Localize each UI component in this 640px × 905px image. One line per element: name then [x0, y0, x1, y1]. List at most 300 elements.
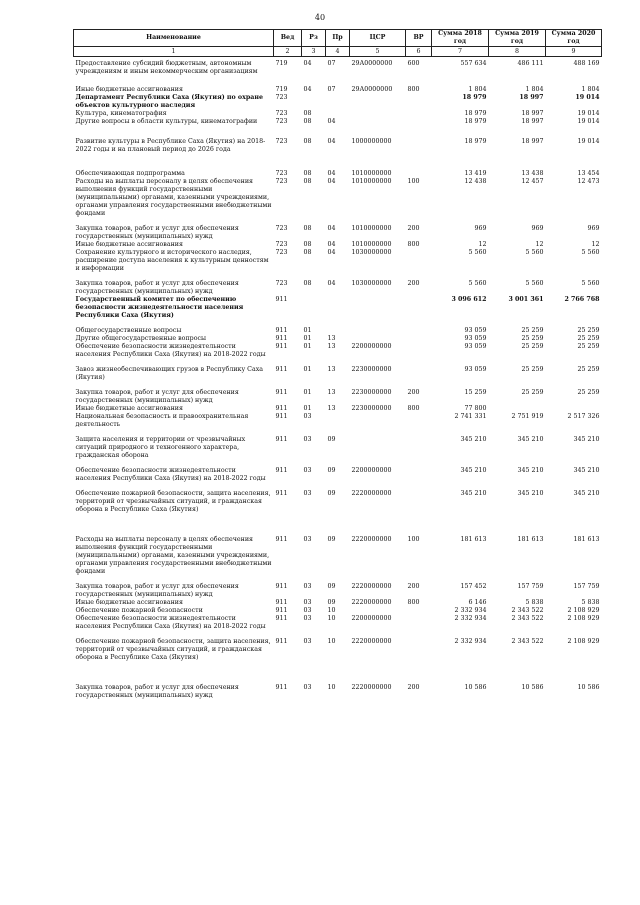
- row-name: Обеспечение пожарной безопасности: [75, 607, 203, 614]
- row-rz: 01: [303, 389, 312, 396]
- table-row: [74, 76, 602, 94]
- row-sum-2018: 157 452: [460, 583, 487, 590]
- row-csr: [350, 413, 406, 429]
- row-csr: 1010000000: [351, 225, 392, 232]
- row-pr: 07: [327, 60, 336, 67]
- row-name: Закупка товаров, работ и услуг для обеспечения государственных (муниципальных) нужд: [75, 225, 239, 240]
- row-pr: 04: [327, 249, 336, 256]
- row-ved: 911: [275, 684, 288, 691]
- row-sum-2019: 18 997: [521, 118, 544, 125]
- header-rz: Рз: [302, 30, 326, 47]
- row-sum-2020: 2 108 929: [567, 607, 600, 614]
- row-csr: 2220000000: [351, 583, 392, 590]
- row-sum-2019: 25 259: [521, 343, 544, 350]
- row-sum-2020: 181 613: [573, 536, 600, 543]
- row-ved: 723: [275, 225, 288, 232]
- row-name: Развитие культуры в Республике Саха (Якутия) на 2018-2022 годы и на плановый период до 2026 года: [75, 138, 266, 153]
- row-pr: 04: [327, 118, 336, 125]
- row-sum-2018: 2 332 934: [454, 638, 487, 645]
- row-vr: [406, 118, 432, 126]
- row-name: Завоз жизнеобеспечивающих грузов в Республику Саха (Якутия): [75, 366, 264, 381]
- row-vr: [406, 429, 432, 460]
- row-ved: 911: [275, 490, 288, 497]
- row-pr: 09: [327, 467, 336, 474]
- table-row: [74, 178, 602, 218]
- row-sum-2018: 181 613: [460, 536, 487, 543]
- row-name: Закупка товаров, работ и услуг для обеспечения государственных (муниципальных) нужд: [75, 389, 239, 404]
- row-sum-2019: 13 438: [521, 170, 544, 177]
- row-rz: 01: [303, 366, 312, 373]
- table-body: [74, 57, 602, 701]
- row-sum-2019: 2 751 919: [511, 413, 544, 420]
- row-sum-2018: 5 560: [468, 280, 487, 287]
- row-name: Иные бюджетные ассигнования: [75, 599, 183, 606]
- row-rz: 08: [303, 280, 312, 287]
- row-vr: 100: [407, 178, 420, 185]
- row-sum-2018: 77 800: [464, 405, 487, 412]
- row-sum-2019: 3 001 361: [508, 296, 544, 303]
- row-vr: [406, 249, 432, 273]
- row-rz: 08: [303, 178, 312, 185]
- row-name: Обеспечение безопасности жизнедеятельности населения Республики Саха (Якутия) на 2018-2022 годы: [75, 615, 266, 630]
- row-ved: 723: [275, 249, 288, 256]
- table-row: [74, 343, 602, 359]
- row-sum-2019: 5 560: [525, 280, 544, 287]
- row-name: Обеспечение пожарной безопасности, защита населения, территорий от чрезвычайных ситуаций, и гражданская оборона в Республике Саха (Якутия): [75, 490, 271, 513]
- row-csr: 1010000000: [351, 178, 392, 185]
- row-vr: [406, 343, 432, 359]
- row-sum-2018: 6 146: [468, 599, 487, 606]
- row-vr: [406, 320, 432, 335]
- row-sum-2020: 969: [587, 225, 600, 232]
- column-number: 5: [350, 47, 406, 57]
- row-sum-2020: 345 210: [573, 490, 600, 497]
- row-ved: 723: [275, 178, 288, 185]
- row-name: Защита населения и территории от чрезвычайных ситуаций природного и техногенного характера, гражданская оборона: [75, 436, 246, 459]
- row-ved: 723: [275, 118, 288, 125]
- row-sum-2019: 969: [531, 225, 544, 232]
- row-sum-2020: 488 169: [573, 60, 600, 67]
- row-ved: 911: [275, 335, 288, 342]
- row-csr: 29А0000000: [351, 86, 393, 93]
- row-rz: 03: [303, 638, 312, 645]
- row-vr: [406, 460, 432, 483]
- row-rz: 01: [303, 343, 312, 350]
- row-sum-2019: [489, 405, 546, 413]
- row-ved: 911: [275, 366, 288, 373]
- row-name: Закупка товаров, работ и услуг для обеспечения государственных (муниципальных) нужд: [75, 684, 239, 699]
- row-sum-2020: 25 259: [577, 366, 600, 373]
- row-vr: [406, 359, 432, 382]
- row-sum-2020: 345 210: [573, 467, 600, 474]
- row-pr: 13: [327, 366, 336, 373]
- row-pr: 07: [327, 86, 336, 93]
- row-sum-2019: 2 343 522: [511, 638, 544, 645]
- row-vr: 800: [407, 86, 420, 93]
- row-pr: 09: [327, 599, 336, 606]
- row-sum-2020: 12 473: [577, 178, 600, 185]
- row-sum-2018: 345 210: [460, 467, 487, 474]
- table-row: [74, 483, 602, 514]
- row-name: Предоставление субсидий бюджетным, автономным учреждениям и иным некоммерческим организациям: [75, 60, 258, 75]
- row-pr: [326, 413, 350, 429]
- row-sum-2019: 25 259: [521, 327, 544, 334]
- row-sum-2020: 25 259: [577, 335, 600, 342]
- row-rz: [302, 296, 326, 320]
- row-csr: 29А0000000: [351, 60, 393, 67]
- row-csr: 2220000000: [351, 638, 392, 645]
- row-rz: 08: [303, 241, 312, 248]
- row-vr: [406, 94, 432, 110]
- row-rz: [302, 94, 326, 110]
- row-sum-2019: 12 457: [521, 178, 544, 185]
- table-row: [74, 514, 602, 576]
- row-name: Обеспечивающая подпрограмма: [75, 170, 185, 177]
- row-csr: 2230000000: [351, 389, 392, 396]
- row-name: Общегосударственные вопросы: [75, 327, 182, 334]
- row-vr: [406, 607, 432, 615]
- table-row: [74, 296, 602, 320]
- row-name: Другие общегосударственные вопросы: [75, 335, 207, 342]
- row-sum-2019: 12: [535, 241, 544, 248]
- row-name: Департамент Республики Саха (Якутия) по охране объектов культурного наследия: [75, 94, 263, 109]
- row-ved: 723: [275, 170, 288, 177]
- row-sum-2019: 25 259: [521, 366, 544, 373]
- row-csr: 2230000000: [351, 405, 392, 412]
- row-name: Обеспечение безопасности жизнедеятельности населения Республики Саха (Якутия) на 2018-2022 годы: [75, 343, 266, 358]
- row-vr: [406, 413, 432, 429]
- column-number-row: [74, 47, 602, 57]
- row-name: Расходы на выплаты персоналу в целях обеспечения выполнения функций государственными (муниципальными) органами, казенными учреждениями, органами управления государственными внебюджетными фондами: [75, 536, 272, 575]
- row-name: Иные бюджетные ассигнования: [75, 86, 183, 93]
- table-row: [74, 218, 602, 241]
- row-csr: 2220000000: [351, 536, 392, 543]
- row-sum-2020: 19 014: [575, 94, 600, 101]
- row-vr: [406, 631, 432, 662]
- row-rz: 03: [303, 615, 312, 622]
- row-ved: 911: [275, 327, 288, 334]
- row-rz: 03: [303, 490, 312, 497]
- row-sum-2019: 181 613: [517, 536, 544, 543]
- row-sum-2019: 18 997: [521, 138, 544, 145]
- row-rz: 08: [303, 118, 312, 125]
- row-sum-2020: [546, 405, 602, 413]
- row-ved: 911: [275, 615, 288, 622]
- row-vr: 800: [407, 599, 420, 606]
- header-name: Наименование: [74, 30, 274, 47]
- row-sum-2018: 10 586: [464, 684, 487, 691]
- row-pr: 13: [327, 405, 336, 412]
- row-sum-2020: 19 014: [577, 110, 600, 117]
- row-sum-2020: 157 759: [573, 583, 600, 590]
- table-row: [74, 429, 602, 460]
- row-vr: 600: [407, 60, 420, 67]
- row-name: Закупка товаров, работ и услуг для обеспечения государственных (муниципальных) нужд: [75, 280, 239, 295]
- header-vr: ВР: [406, 30, 432, 47]
- row-ved: 911: [275, 343, 288, 350]
- row-csr: 2230000000: [351, 366, 392, 373]
- header-sum-2020: Сумма 2020 год: [546, 30, 602, 47]
- row-ved: 723: [275, 110, 288, 117]
- row-rz: 01: [303, 335, 312, 342]
- row-pr: 10: [327, 607, 336, 614]
- row-vr: 800: [407, 241, 420, 248]
- row-sum-2018: 3 096 612: [451, 296, 487, 303]
- row-ved: 911: [275, 583, 288, 590]
- row-ved: 911: [275, 607, 288, 614]
- table-row: [74, 413, 602, 429]
- table-header-row: [74, 30, 602, 47]
- row-rz: 08: [303, 249, 312, 256]
- row-sum-2020: 345 210: [573, 436, 600, 443]
- row-pr: 09: [327, 490, 336, 497]
- row-ved: 719: [275, 86, 288, 93]
- row-sum-2020: 5 838: [581, 599, 600, 606]
- row-sum-2018: 2 332 934: [454, 615, 487, 622]
- row-sum-2019: 345 210: [517, 490, 544, 497]
- row-pr: 10: [327, 638, 336, 645]
- row-vr: [406, 335, 432, 343]
- row-sum-2020: 2 108 929: [567, 615, 600, 622]
- row-sum-2019: 157 759: [517, 583, 544, 590]
- row-sum-2020: 10 586: [577, 684, 600, 691]
- row-vr: [406, 126, 432, 154]
- row-sum-2018: 18 979: [464, 118, 487, 125]
- column-number: 6: [406, 47, 432, 57]
- table-row: [74, 607, 602, 615]
- row-csr: [350, 607, 406, 615]
- row-ved: 911: [275, 536, 288, 543]
- row-vr: [406, 615, 432, 631]
- row-sum-2019: 2 343 522: [511, 615, 544, 622]
- row-ved: 723: [275, 241, 288, 248]
- row-rz: 03: [303, 583, 312, 590]
- row-vr: 200: [407, 684, 420, 691]
- row-rz: 03: [303, 607, 312, 614]
- row-vr: 800: [407, 405, 420, 412]
- row-rz: 08: [303, 138, 312, 145]
- row-pr: 09: [327, 536, 336, 543]
- table-row: [74, 126, 602, 154]
- row-vr: [406, 296, 432, 320]
- table-row: [74, 359, 602, 382]
- row-rz: 03: [303, 436, 312, 443]
- page-number: 40: [314, 13, 326, 22]
- row-csr: 2200000000: [351, 343, 392, 350]
- row-sum-2018: 969: [474, 225, 487, 232]
- row-sum-2020: 1 804: [581, 86, 600, 93]
- row-ved: 911: [275, 389, 288, 396]
- table-row: [74, 615, 602, 631]
- row-rz: 04: [303, 86, 312, 93]
- row-sum-2018: 12 438: [464, 178, 487, 185]
- table-row: [74, 94, 602, 110]
- row-csr: [350, 296, 406, 320]
- row-sum-2019: 486 111: [517, 60, 544, 67]
- row-sum-2018: 345 210: [460, 490, 487, 497]
- row-rz: 03: [303, 467, 312, 474]
- row-vr: [406, 483, 432, 514]
- row-sum-2020: 5 560: [581, 280, 600, 287]
- column-number: 8: [489, 47, 546, 57]
- header-sum-2019: Сумма 2019 год: [489, 30, 546, 47]
- row-name: Обеспечение безопасности жизнедеятельности населения Республики Саха (Якутия) на 2018-2022 годы: [75, 467, 266, 482]
- row-sum-2019: 5 560: [525, 249, 544, 256]
- row-pr: 09: [327, 583, 336, 590]
- row-rz: 03: [303, 684, 312, 691]
- header-csr: ЦСР: [350, 30, 406, 47]
- row-rz: 08: [303, 225, 312, 232]
- row-sum-2020: 25 259: [577, 343, 600, 350]
- row-csr: 2200000000: [351, 615, 392, 622]
- table-row: [74, 249, 602, 273]
- table-row: [74, 154, 602, 178]
- row-name: Иные бюджетные ассигнования: [75, 405, 183, 412]
- header-ved: Вед: [274, 30, 302, 47]
- row-vr: 200: [407, 225, 420, 232]
- row-pr: 04: [327, 138, 336, 145]
- row-rz: 03: [303, 536, 312, 543]
- row-sum-2020: 2 766 768: [564, 296, 600, 303]
- row-pr: [326, 320, 350, 335]
- row-name: Сохранение культурного и исторического наследия, расширение доступа населения к культурным ценностям и информации: [75, 249, 269, 272]
- row-sum-2018: 1 804: [468, 86, 487, 93]
- row-sum-2020: 12: [591, 241, 600, 248]
- row-sum-2018: 2 741 331: [454, 413, 487, 420]
- row-pr: 04: [327, 170, 336, 177]
- table-row: [74, 631, 602, 662]
- row-vr: 200: [407, 583, 420, 590]
- row-csr: [350, 110, 406, 118]
- row-csr: [350, 320, 406, 335]
- row-ved: 911: [275, 436, 288, 443]
- row-sum-2020: 25 259: [577, 327, 600, 334]
- row-rz: 08: [303, 110, 312, 117]
- row-sum-2018: 18 979: [462, 94, 487, 101]
- row-csr: 1010000000: [351, 170, 392, 177]
- row-sum-2019: 5 838: [525, 599, 544, 606]
- row-sum-2019: 10 586: [521, 684, 544, 691]
- row-sum-2018: 13 419: [464, 170, 487, 177]
- row-name: Другие вопросы в области культуры, кинематографии: [75, 118, 258, 125]
- row-name: Иные бюджетные ассигнования: [75, 241, 183, 248]
- row-sum-2020: 2 108 929: [567, 638, 600, 645]
- table-row: [74, 335, 602, 343]
- table-row: [74, 405, 602, 413]
- row-name: Закупка товаров, работ и услуг для обеспечения государственных (муниципальных) нужд: [75, 583, 239, 598]
- column-number: 7: [432, 47, 489, 57]
- row-sum-2018: 93 059: [464, 343, 487, 350]
- table-row: [74, 320, 602, 335]
- table-row: [74, 57, 602, 77]
- row-csr: 2220000000: [351, 490, 392, 497]
- row-sum-2019: 25 259: [521, 335, 544, 342]
- row-pr: 13: [327, 343, 336, 350]
- row-ved: 911: [275, 296, 288, 303]
- row-ved: 911: [275, 638, 288, 645]
- row-sum-2018: 5 560: [468, 249, 487, 256]
- row-sum-2019: 18 997: [521, 110, 544, 117]
- row-ved: 723: [275, 138, 288, 145]
- row-name: Культура, кинематография: [75, 110, 167, 117]
- row-sum-2019: 25 259: [521, 389, 544, 396]
- row-rz: 03: [303, 413, 312, 420]
- row-pr: 09: [327, 436, 336, 443]
- table-row: [74, 273, 602, 296]
- column-number: 1: [74, 47, 274, 57]
- table-row: [74, 662, 602, 700]
- row-vr: [406, 154, 432, 178]
- row-csr: 2220000000: [351, 599, 392, 606]
- row-vr: 200: [407, 280, 420, 287]
- row-csr: [350, 118, 406, 126]
- row-ved: 911: [275, 467, 288, 474]
- row-pr: 04: [327, 178, 336, 185]
- row-name: Обеспечение пожарной безопасности, защита населения, территорий от чрезвычайных ситуаций, и гражданская оборона в Республике Саха (Якутия): [75, 638, 271, 661]
- row-name: Государственный комитет по обеспечению безопасности жизнедеятельности населения Республики Саха (Якутия): [75, 296, 244, 319]
- column-number: 4: [326, 47, 350, 57]
- row-csr: 2220000000: [351, 684, 392, 691]
- row-pr: 04: [327, 225, 336, 232]
- row-sum-2018: 18 979: [464, 110, 487, 117]
- row-vr: [406, 110, 432, 118]
- row-csr: [350, 94, 406, 110]
- row-name: Расходы на выплаты персоналу в целях обеспечения выполнения функций государственными (муниципальными) органами, казенными учреждениями, органами управления государственными внебюджетными фондами: [75, 178, 272, 217]
- table-row: [74, 241, 602, 249]
- row-sum-2020: 13 454: [577, 170, 600, 177]
- row-ved: 723: [275, 94, 288, 101]
- row-sum-2018: 93 059: [464, 335, 487, 342]
- row-name: Национальная безопасность и правоохранительная деятельность: [75, 413, 249, 428]
- row-pr: 04: [327, 280, 336, 287]
- row-sum-2020: 2 517 326: [567, 413, 600, 420]
- row-csr: 1000000000: [351, 138, 392, 145]
- column-number: 3: [302, 47, 326, 57]
- row-ved: 719: [275, 60, 288, 67]
- row-sum-2019: 18 997: [519, 94, 544, 101]
- row-sum-2019: 345 210: [517, 467, 544, 474]
- header-pr: Пр: [326, 30, 350, 47]
- row-rz: 03: [303, 599, 312, 606]
- row-ved: 723: [275, 280, 288, 287]
- table-row: [74, 110, 602, 118]
- row-sum-2018: 557 634: [460, 60, 487, 67]
- row-pr: [326, 94, 350, 110]
- column-number: 2: [274, 47, 302, 57]
- row-rz: 04: [303, 60, 312, 67]
- table-row: [74, 118, 602, 126]
- table-row: [74, 599, 602, 607]
- row-pr: [326, 296, 350, 320]
- header-sum-2018: Сумма 2018 год: [432, 30, 489, 47]
- row-pr: 10: [327, 684, 336, 691]
- row-rz: 08: [303, 170, 312, 177]
- row-csr: 1010000000: [351, 241, 392, 248]
- row-sum-2019: 2 343 522: [511, 607, 544, 614]
- row-sum-2019: 1 804: [525, 86, 544, 93]
- table-row: [74, 576, 602, 599]
- row-csr: [350, 429, 406, 460]
- row-sum-2018: 12: [478, 241, 487, 248]
- row-sum-2018: 93 059: [464, 327, 487, 334]
- row-ved: 911: [275, 413, 288, 420]
- row-vr: 100: [407, 536, 420, 543]
- budget-table: [73, 29, 602, 700]
- row-sum-2018: 18 979: [464, 138, 487, 145]
- column-number: 9: [546, 47, 602, 57]
- row-rz: 01: [303, 327, 312, 334]
- row-sum-2019: 345 210: [517, 436, 544, 443]
